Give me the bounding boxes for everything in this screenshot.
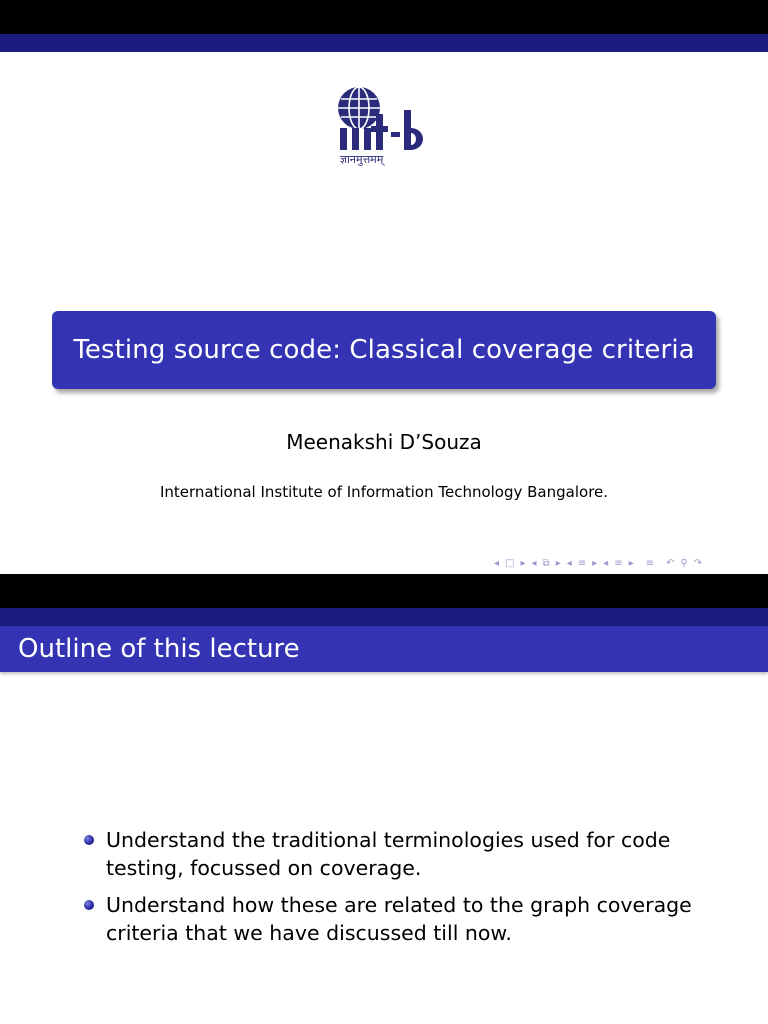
search-icon[interactable]: ⚲ bbox=[680, 557, 688, 569]
iiitb-logo bbox=[336, 86, 440, 168]
subsection-icon[interactable]: ≡ bbox=[614, 557, 623, 569]
frames-icon[interactable]: ⧉ bbox=[542, 557, 550, 569]
prev-arrow-icon[interactable]: ◂ bbox=[603, 557, 609, 569]
undo-icon[interactable]: ↶ bbox=[666, 557, 675, 569]
header-black-band bbox=[0, 0, 768, 34]
outline-slide bbox=[0, 574, 768, 1024]
frame-icon[interactable]: □ bbox=[505, 557, 515, 569]
next-arrow-icon[interactable]: ▸ bbox=[628, 557, 634, 569]
bullet-text: Understand how these are related to the graph coverage criteria that we have discussed till now. bbox=[106, 893, 692, 945]
presentation-title: Testing source code: Classical coverage criteria bbox=[73, 335, 695, 365]
beamer-nav-bar bbox=[494, 555, 764, 571]
prev-arrow-icon[interactable]: ◂ bbox=[494, 557, 500, 569]
frame-title: Outline of this lecture bbox=[18, 634, 300, 664]
equiv-icon[interactable]: ≡ bbox=[645, 557, 655, 569]
header-black-band bbox=[0, 574, 768, 608]
next-arrow-icon[interactable]: ▸ bbox=[520, 557, 526, 569]
title-box bbox=[52, 311, 716, 389]
next-arrow-icon[interactable]: ▸ bbox=[592, 557, 598, 569]
bullet-icon bbox=[84, 900, 94, 910]
logo-tagline: ज्ञानमुत्तमम् bbox=[340, 153, 384, 166]
institute-name: International Institute of Information Technology Bangalore. bbox=[159, 483, 609, 501]
header-navy-band bbox=[0, 608, 768, 626]
globe-icon bbox=[338, 87, 380, 129]
list-item bbox=[84, 826, 724, 882]
section-icon[interactable]: ≡ bbox=[577, 557, 587, 569]
header-navy-band bbox=[0, 34, 768, 52]
prev-arrow-icon[interactable]: ◂ bbox=[566, 557, 572, 569]
list-item bbox=[84, 891, 724, 947]
bullet-text: Understand the traditional terminologies used for code testing, focussed on coverage. bbox=[106, 828, 671, 880]
author-name: Meenakshi D’Souza bbox=[286, 430, 482, 454]
bullet-icon bbox=[84, 835, 94, 845]
redo-icon[interactable]: ↷ bbox=[693, 557, 703, 569]
bullet-list bbox=[84, 826, 724, 956]
frame-title-bar bbox=[0, 626, 768, 672]
prev-arrow-icon[interactable]: ◂ bbox=[531, 557, 537, 569]
next-arrow-icon[interactable]: ▸ bbox=[555, 557, 561, 569]
